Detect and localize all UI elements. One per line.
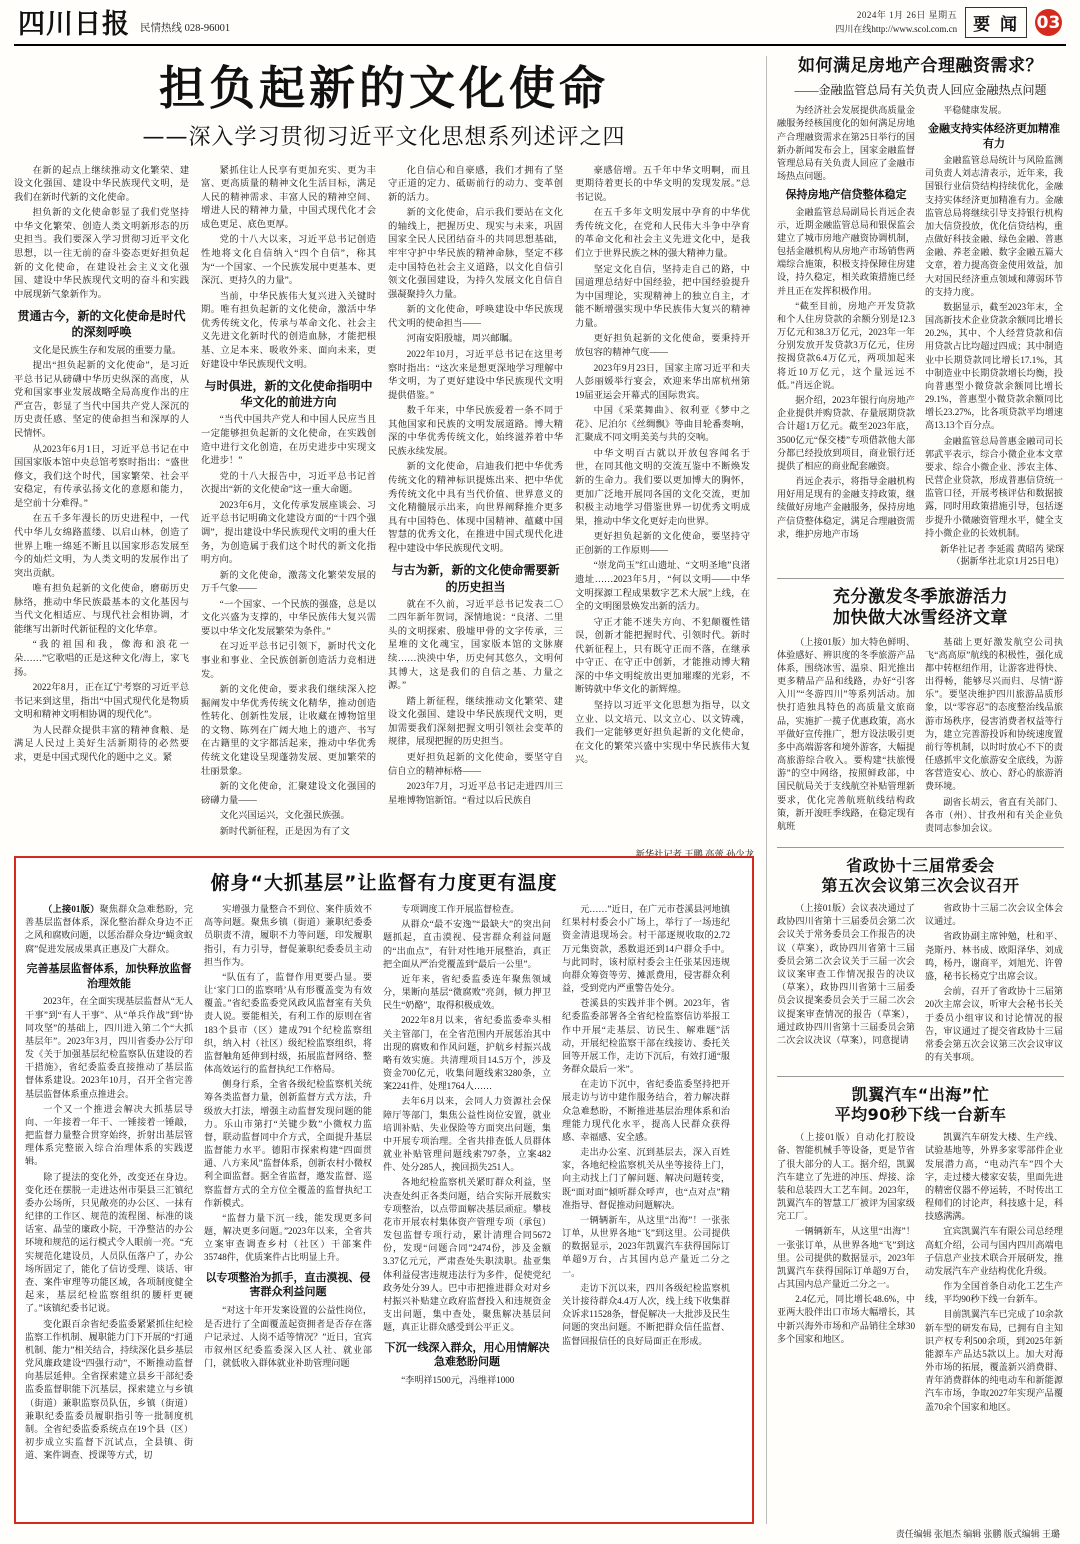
paragraph: 据介绍，2023年银行向房地产企业提供并购贷款、存量展期贷款合计超1万亿元。截至2023年底，3500亿元“保交楼”专项借款他大部分都已经投放到项目，商业银行还提供了相应的商业配套融资。 xyxy=(777,394,915,471)
paragraph: 党的十八大以来，习近平总书记创造性地将文化自信纳入“四个自信”，称其为“一个国家、一个民族发展中更基本、更深沉、更持久的力量”。 xyxy=(201,235,376,287)
paragraph: 目前凯翼汽车已完成了10余款新车型的研发布局，已拥有自主知识产权专利500余项，到2025年新能源车产品达5款以上。加大对海外市场的拓展，覆盖新兴消费群、青年消费群体的纯电动车和新能源汽车市场，争取2027年实现产品覆盖70余个国家和地区。 xyxy=(925,1309,1063,1412)
paragraph: 省政协十三届二次会议全体会议通过。 xyxy=(925,903,1063,927)
paragraph: 化自信心和自豪感，我们才拥有了坚守正道的定力、砥砺前行的动力、变革创新的活力。 xyxy=(388,165,563,203)
article-cppcc xyxy=(777,856,1064,1066)
masthead xyxy=(14,0,1066,46)
article-column xyxy=(777,1131,915,1416)
section-heading: 保持房地产信贷整体稳定 xyxy=(785,188,907,202)
paragraph: （上接01版）自动化打胶设备、智能机械手等设备，更是节省了很大部分的人工。据介绍，凯翼汽车建立了先进的冲压、焊接、涂装和总装四大工艺车间。2023年，凯翼汽车的智慧工厂被评为国家级完工厂。 xyxy=(777,1132,915,1222)
article-column xyxy=(925,1131,1063,1416)
main-article-columns xyxy=(14,165,754,842)
paragraph: 新的文化使命，启示我们要站在文化的轴线上，把握历史、现实与未来，巩固国家全民人民团结奋斗的共同思想基础，牢牢守护中华民族的精神命脉，坚定不移走中国特色社会主义道路，以文化自信引领文化强国建设，为持久发展文化自信自强凝聚持久力量。 xyxy=(388,208,563,300)
paragraph: 从2023年6月1日，习近平总书记在中国国家版本馆中央总馆考察时指出：“盛世修文，我们这个时代，国家繁荣、社会平安稳定，有传承弘扬文化的意愿和能力，是空前十分难得。” xyxy=(14,444,189,509)
paragraph: （上接01版）聚焦群众急难愁盼，完善基层监督体系，深化整治群众身边不正之风和腐败问题，以惩治群众身边“蝇贪蚁腐”促进发展成果真正惠及广大群众。 xyxy=(25,904,193,954)
paragraph: 近年来，省纪委监委连年聚焦领域分，果断向基层“微腐败”亮剑，倾力押卫民生“奶酪”，取得积极成效。 xyxy=(383,973,551,1011)
paragraph: 新的文化使命，激荡文化繁荣发展的万千气象—— xyxy=(201,570,376,595)
paragraph: 宜宾凯翼汽车有限公司总经理高虹介绍，公司与国内四川高端电子信息产业技术联合开展研发，推动发展汽车产业结构优化升级。 xyxy=(925,1226,1063,1276)
paragraph: 金融监管总局统计与风险监测司负责人刘志清表示，近年来，我国银行业信贷结构持续优化，金融支持实体经济更加精准有力。金融监管总局将继续引导支持银行机构加大信贷投放，优化信贷结构，重点做好科技金融、绿色金融、普惠金融、养老金融、数字金融五篇大文章，着力提高资金使用效益，加大对国民经济重点领域和薄弱环节的支持力度。 xyxy=(925,155,1063,297)
paragraph: 坚定文化自信，坚持走自己的路，中国道理总结好中国经验，把中国经验提升为中国理论，实现精神上的独立自主，才能不断增强实现中华民族伟大复兴的精神力量。 xyxy=(575,264,750,329)
page-title: 担负起新的文化使命 xyxy=(159,61,609,115)
article-realestate-source: （据新华社北京1月25日电） xyxy=(951,556,1064,567)
paragraph: 2023年7月，习近平总书记走进四川三星堆博物馆新馆。“看过以后民族自 xyxy=(388,782,563,806)
paragraph: 更好担负起新的文化使命，要秉持开放包容的精神气度—— xyxy=(575,334,750,358)
paragraph: 一个又一个推进会解决大抓基层导向、一年接着一年干、一锤接着一锤敲，把监督力量整合贯穿始终，折射出基层管理体系完整嵌入综合治理体系的实践逻辑。 xyxy=(25,1103,193,1167)
paragraph: 元……”近日，在广元市苍溪县河地镇红果村村委会小广场上，举行了一场违纪资金清退现场会。村干部逐规收取的2.72万元集资款，悉数退还到14户群众手中。与此同时，该村原村委会主任张某因违规向群众筹资等劳、摊派费用，侵害群众利益，受到党内严重警告处分。 xyxy=(562,904,730,994)
paragraph: 新时代新征程，正是因为有了文 xyxy=(219,826,350,837)
paragraph: 更好担负起新的文化使命，要坚持守正创新的工作原则—— xyxy=(575,532,750,556)
paragraph: 河南安阳殷墟，周兴邮瞩。 xyxy=(406,334,519,345)
date-block xyxy=(835,9,957,35)
section-heading: 与时俱进，新的文化使命指明中华文化的前进方向 xyxy=(204,379,373,410)
paragraph: 2.4亿元，同比增长48.6%，中亚两大股伴出口市场大幅增长，其中新兴海外市场和产品销往全球30多个国家和地区。 xyxy=(777,1294,915,1344)
paragraph: 副省长胡云，省直有关部门、各市（州）、甘孜州和有关企业负责同志参加会议。 xyxy=(925,796,1063,833)
paragraph: （上接01版）加大特色鲜明、体验感好、辨识度的冬季旅游产品体系，围绕冰雪、温泉、阳光推出更多精品产品和线路，办好“引客入川”“冬游四川”等系列活动。加快打造独具特色的高质量文旅商品，实施扩一揽子优惠政策，高水平做好宣传推广，想方设法吸引更多中高端游客和境外游客，大幅提高旅游综合收入。要构建“扶旅慢游”的空中网络，按照鲜政部，中国民航局关于支线航空补贴管理新要求，优化完善航班航线结构政策，新开浚旺季线路，在稳定现有航班 xyxy=(777,636,915,831)
article-column xyxy=(925,902,1063,1066)
paragraph: （上接01版）会议表决通过了政协四川省第十三届委员会第二次会议关于常务委员会工作报告的决议（草案），政协四川省第十三届委员会第二次会议关于三届一次会议议案审查工作情况报告的决议（草案），政协四川省第十三届委员会议提案委员会关于三届二次会议提案审查情况的报告（草案），通过政协四川省第十三届委员会第二次会议决议（草案），同意提请 xyxy=(777,903,915,1045)
paragraph: 金融监管总局副局长肖远企表示，近期金融监管总局和银保监会建立了城市房地产融资协调机制，包括金融机构从房地产市场销售两端综合施策，积极支持保障住房建设，持久稳定，相关政策措施已经并且正在发挥积极作用。 xyxy=(777,206,915,296)
paragraph: 豪感倍增。五千年中华文明啊，而且更期待着更长的中华文明的发现发展。”总书记说。 xyxy=(575,165,750,203)
article-winter-tourism-columns xyxy=(777,636,1064,838)
section-heading: 与古为新，新的文化使命需要新的历史担当 xyxy=(391,563,560,594)
paragraph: 新的文化使命，汇聚建设文化强国的磅礴力量—— xyxy=(201,782,376,806)
article-column xyxy=(925,104,1063,543)
article-realestate-columns xyxy=(777,104,1064,543)
main-headline-block xyxy=(14,56,754,155)
hotline-text: 民情热线 028-96001 xyxy=(140,23,231,34)
section-heading: 完善基层监督体系，加快释放监督治理效能 xyxy=(26,961,192,990)
article-column xyxy=(204,903,372,1464)
page-number-badge: 03 xyxy=(1035,9,1062,36)
divider xyxy=(777,847,1064,848)
paragraph: 踏上新征程，继续推动文化繁荣、建设文化强国、建设中华民族现代文明，更加需要我们深刻把握文明引领社会变革的规律，展现把握的历史担当。 xyxy=(388,696,563,748)
article-column xyxy=(925,636,1063,838)
paragraph: 党的十八大报告中，习近平总书记首次提出“新的文化使命”这一重大命题。 xyxy=(201,471,376,496)
divider xyxy=(777,1076,1064,1077)
paragraph: 各地纪检监察机关紧盯群众利益，坚决查处纠正各类问题，结合实际开展数实专项整治，以点带面解决基层顽症。攀枝花市开展农村集体资产管理专项（承包）发包监督专项行动，累计清理合同5672份，发现“问题合同”2474份，涉及金额3.37亿元元，严肃查处失职渎职。盐亚集体利益侵害违规违法行为多件，促使党纪政务处分39人。巴中市把推进群众对对乡村振兴补贴建立政府监督投入和违规资金支出问题，集中查处，聚焦解决基层问题，真正让群众感受到公平正义。 xyxy=(383,1177,551,1333)
paragraph: 基础上更好激发航空公司执飞“高高原”航线的积极性，强化成都中转枢纽作用，让游客进得快、出得畅，能够尽兴而归、尽情“游乐”。要坚决维护四川旅游品质形象，以“零容忍”的态度整治线品旅游市场秩序，侵害消费者权益等行为，建立完善游投诉和协统速度置前行等机制，以时时放心不下的责任感抓牢文化旅游安全底线，为游客营造安心、放心、舒心的旅游消费环境。 xyxy=(925,636,1063,792)
paragraph: 走出办公室、沉到基层去，深入百姓家，各地纪检监察机关从坐等接待上门，向主动找上门了解问题、解决问题转变，既“面对面”倾听群众呼声，也“点对点”精准指导、督促推动问题解决。 xyxy=(562,1147,730,1210)
article-cppcc-columns xyxy=(777,902,1064,1066)
paragraph: 2023年，在全面实现基层监督从“无人干事”到“有人干事”、从“单兵作战”到“协同攻坚”的基础上，四川进入第二个“大抓基层年”。2023年3月，四川省委办公厅印发《关于加强基层纪检监察队伍建设的若干措施》，省纪委监委直接推动了基层监督体系建设。2023年10月，召开全省完善基层监督体系重点推进会。 xyxy=(25,996,193,1099)
paragraph: 侧身行系，全省各级纪检监察机关统筹各类监督力量，创新监督方式方法，升级放大打法，增强主动监督发现问题的能力。乐山市第打“关键少数”小微权力监督，联动监督同中介方式，全面提升基层监督能力水平。德阳市探索构建“四面贯通、八方来风”监督体系，创新农村小微权利全面监督。据全省监督，邀发监督、巡察监督方式的全方位全覆盖的监督执纪工作新模式。 xyxy=(204,1079,372,1208)
paragraph: 省政协副主席钟勉，杜和平、尧斯丹、林书成、欧阳泽华、刘成鸣，杨丹，谢商平，刘旭光、许曾盛，秘书长杨克宁出席会议。 xyxy=(925,931,1063,981)
paragraph: 2022年10月，习近平总书记在这里考察时指出：“这次来是想更深地学习理解中华文明，为了更好建设中华民族现代文明提供借鉴。” xyxy=(388,349,563,401)
paragraph: “当代中国共产党人和中国人民应当且一定能够担负起新的文化使命，在实践创造中进行文化创造，在历史进步中实现文化进步！” xyxy=(201,415,376,467)
page-subtitle: ——深入学习贯彻习近平文化思想系列述评之四 xyxy=(142,124,626,150)
masthead-left xyxy=(18,11,230,38)
paragraph: 在习近平总书记引领下，新时代文化事业和事业、全民族创新创造活力竞相迸发。 xyxy=(201,642,376,680)
article-winter-tourism xyxy=(777,587,1064,837)
article-kaiyi-title-2: 平均90秒下线一台新车 xyxy=(834,1105,1007,1125)
article-column xyxy=(383,903,551,1464)
paragraph: 守正才能不迷失方向、不犯颠覆性错误，创新才能把握时代、引领时代。新时代新征程上，只有既守正而不落，在继承中守正、在守正中创新，才能推动博大精深的中华文明绽放出更加璀璨的光彩，不断铸就中华文化的新辉煌。 xyxy=(575,617,750,696)
paragraph: 一辆辆新车，从这里“出海”！一张张订单，从世界各地“飞”到这里。公司提供的数据显示，2023年凯翼汽车获得国际订单超9万台，占其国内总产量近二分之一。 xyxy=(777,1226,915,1290)
paragraph: 紧抓住让人民享有更加充实、更为丰富、更高质量的精神文化生活目标，满足人民的精神需求、丰富人民的精神空间、增进人民的精神力量，中国式现代化才会成色更足、底色更厚。 xyxy=(201,165,376,230)
website-url: 四川在线http://www.scol.com.cn xyxy=(835,23,958,34)
paragraph: 当前，中华民族伟大复兴进入关键时期。唯有担负起新的文化使命，激活中华优秀传统文化，传承与革命文化、社会主义先进文化新时代的创造血脉，才能把根基、立足本来、吸收外来、面向未来，更好建设中华民族现代文明。 xyxy=(201,291,376,370)
paragraph: “对这十年开发案设置的公益性岗位，是否进行了全面覆盖起资拥者是否存在落户记录过、人岗不适等情况？”近日，宜宾市叙州区纪委监委深入区人社、就业部门，就低收入群体就业补助管理问题 xyxy=(204,1305,372,1369)
divider xyxy=(777,578,1064,579)
paragraph: “我的祖国和我，像海和浪花一朵……”它歌唱的正是这种文化/海上，家飞扬。 xyxy=(14,640,189,678)
paragraph: 新的文化使命，启迪我们把中华优秀传统文化的精神标识提炼出来、把中华优秀传统文化中具有当代价值、世界意义的文化精髓展示出来，向世界阐释推介更多具有中国特色、体现中国精神、蕴藏中国智慧的优秀文化，在推进中国式现代化进程中建设中华民族现代文明。 xyxy=(388,462,563,554)
article-column xyxy=(388,165,563,842)
paragraph: “一个国家、一个民族的强盛，总是以文化兴盛为支撑的，中华民族伟大复兴需要以中华文化发展繁荣为条件。” xyxy=(201,599,376,637)
paragraph: 在新的起点上继续推动文化繁荣、建设文化强国、建设中华民族现代文明，是我们在新时代新的文化使命。 xyxy=(14,165,189,203)
boxed-article xyxy=(14,856,754,1524)
paragraph: 除了提法的变化外，改变还在身边。变化还在摆脱一走进达州市渠县三汇镇纪委办公场所，只见敞亮的办公区、一抹有纪律的工作区、规范的流程图、标准的谈话室、晶莹的廉政小院，干净整洁的办公环境和规范的运行模式令人眼前一亮。“充实规范化建设员，人员队伍落户了，办公场所固定了，能化了信访受理、谈话、审查、案件审理等功能区域，各项制度健全起来，基层纪检监察组织的腰杆更硬了。”该镇纪委书记说。 xyxy=(25,1171,193,1314)
article-winter-tourism-title-2: 加快做大冰雪经济文章 xyxy=(833,608,1008,629)
paragraph: 2022年8月以来，省纪委监委牵头相关主管部门，在全省范围内开展惩治其中出现的腐败和作风问题，护航乡村振兴战略有效实施。共清理项目14.5万个，涉及资金700亿元，收集问题线索3280条，立案2241件、处理1764人…… xyxy=(383,1015,551,1092)
article-realestate xyxy=(777,56,1064,568)
paragraph: 走访下沉以来，四川各级纪检监察机关计接待群众4.4万人次，线上线下收集群众诉求11528条，督促解决一大批涉及民生问题的突出问题。不断把群众信任监督、监督回报信任的良好局面正在形成。 xyxy=(562,1282,730,1346)
paragraph: 在五千多年漫长的历史进程中，一代代中华儿女绵路蓝缕、以启山林，创造了世界上唯一绵延不断且以国家形态发展至今的灿烂文明，为人类文明的发展作出了突出贡献。 xyxy=(14,514,189,579)
paragraph: 平稳健康发展。 xyxy=(943,105,1007,116)
paragraph: 为人民群众提供丰富的精神食粮、是满足人民过上美好生活新期待的必然要求，更是中国式现代化的题中之义。紧 xyxy=(14,725,189,763)
section-seal: 要 闻 xyxy=(965,7,1027,38)
paragraph: 提出“担负起新的文化使命”，是习近平总书记从磅礴中华历史纵深的高度，从党和国家事业发展战略全局高度作出的庄严宣告，彰显了当代中国共产党人深沉的历史责任感、坚定的使命担当和深厚的人民情怀。 xyxy=(14,361,189,440)
paragraph: 更好担负起新的文化使命，要坚守自信自立的精神标格—— xyxy=(388,752,563,777)
section-heading: 以专项整治为抓手，直击漠视、侵害群众利益问题 xyxy=(205,1270,371,1299)
right-zone xyxy=(766,56,1064,1524)
paragraph: 专项调度工作开展监督检查。 xyxy=(401,904,520,914)
paragraph: 实增强力量整合不到位、案件质效不高等问题。聚焦乡镇（街道）兼职纪委委员职责不清，履职不力等问题，印发履职指引，有力引导，督促兼职纪委委员主动担当作为。 xyxy=(204,904,372,967)
paragraph: 中国《采菜舞曲》、叙利亚《梦中之花》、尼泊尔《丝绸飘》等曲目轮番奏响，汇聚成不同文明美美与共的交响。 xyxy=(575,406,750,444)
boxed-article-title: 俯身“大抓基层”让监督有力度更有温度 xyxy=(210,872,558,894)
masthead-right xyxy=(835,7,1062,38)
article-kaiyi-columns xyxy=(777,1131,1064,1416)
paragraph: “李明祥1500元，冯维祥1000 xyxy=(401,1375,515,1386)
newspaper-logo: 四川日报 xyxy=(18,9,130,40)
paragraph: “截至目前，房地产开发贷款和个人住房贷款的余额分别是12.3万亿元和38.3万亿元，2023年一年分别发放开发贷款3万亿元，住房按揭贷款6.4万亿元，两项加起来将近10万亿元，这个量远远不低。”肖远企说。 xyxy=(777,300,915,390)
article-winter-tourism-title-1: 充分激发冬季旅游活力 xyxy=(833,587,1008,608)
article-realestate-subtitle: ——金融监管总局有关负责人回应金融热点问题 xyxy=(794,83,1047,98)
paragraph: 在走访下沉中，省纪委监委坚持把开展走访与访中建作服务结合，着力解决群众急难愁盼，不断推进基层治理体系和治理能力现代化水平，提高人民群众获得感、幸福感、安全感。 xyxy=(562,1079,730,1142)
section-heading: 下沉一线深入群众，用心用情解决急难愁盼问题 xyxy=(384,1340,550,1369)
article-kaiyi xyxy=(777,1085,1064,1416)
paragraph: 2022年8月，正在辽宁考察的习近平总书记来到这里，指出“中国式现代化是物质文明和精神文明相协调的现代化”。 xyxy=(14,683,189,721)
paragraph: 2023年6月，文化传承发展座谈会、习近平总书记明确文化建设方面的“十四个强调”，提出建设中华民族现代文明的重大任务，为创造属于我们这个时代的新文化指明方向。 xyxy=(201,500,376,566)
boxed-article-columns xyxy=(25,903,743,1464)
paragraph: “监督力量下沉一线，能发现更多问题，解决更多问题。”2023年以来，全省共立案审查调查乡村（社区）干部案件35748件，优质案件占比明显上升。 xyxy=(204,1212,372,1263)
paragraph: 苍溪县的实践并非个例。2023年，省纪委监委部署各全省纪检监察信访举报工作中开展“走基层、访民生、解难题”活动，开展纪检监察干部在线接访、委托关回等开展工作，走访下沉后，有效打通“服务群众最后一米”。 xyxy=(562,998,730,1075)
paragraph: 凯翼汽车研发大楼、生产线、试验基地等，外界多家零部件企业发展潜力高，“电动汽车”四个大字，走过楼大楼家安装，里面先进的精密仪器不停运转，不时传出工程师们的讨论声，科技感十足，科技感满满。 xyxy=(925,1132,1063,1222)
paragraph: 变化跟百余省纪委监委紧紧抓住纪检监察工作机制、履职能力门下开展的“打通机制、能力”相关结合，持续深化县乡基层党风廉政建设“四强行动”，不断推动监督向基层延伸。全省探索建立县乡干部纪委监委监督职能下沉基层，探索建立与乡镇（街道）兼职监察员队伍，乡镇（街道）兼职纪委监委员履职指引等一批制度机制。全省纪委监委系统点在19个县（区）初步成立实监督下沉试点，全县镇、街道、案件调查、授课等方式，切 xyxy=(25,1318,193,1461)
article-realestate-title: 如何满足房地产合理融资需求？ xyxy=(798,56,1043,76)
continuation-tag: （上接01版） xyxy=(43,904,100,914)
paragraph: 会前，召开了省政协十三届第20次主席会议，听审大会秘书长关于委员小组审议和讨论情况的报告，审议通过了提交省政协十三届常委会第五次会议第三次会议审议的有关事项。 xyxy=(925,986,1063,1063)
publication-date: 2024年 1月 26日 星期五 xyxy=(856,10,958,21)
paragraph: 在五千多年文明发展中孕育的中华优秀传统文化，在党和人民伟大斗争中孕育的革命文化和社会主义先进文化中，是我们立于世界民族之林的强大精神力量。 xyxy=(575,208,750,260)
section-heading: 金融支持实体经济更加精准有力 xyxy=(928,122,1060,150)
paragraph: 数据显示，截至2023年末，全国高新技术企业贷款余额同比增长20.2%，其中、个人经营贷款和信用贷款占比均超过四成；其中制造业中长期贷款同比增长17.1%，其中制造业中长期贷款增长均衡，投向普惠型小微贷款余额同比增长29.1%，普惠型小微贷款余额同比增长23.27%，比各项贷款平均增速高13.13个百分点。 xyxy=(925,301,1063,431)
paragraph: 中华文明百古就以开放包容闻名于世，在同其他文明的交流互鉴中不断焕发新的生命力。我们要以更加博大的胸怀，更加广泛地开展同各国的文化交流，更加积极主动地学习借鉴世界一切优秀文明成果，推动中华文化更好走向世界。 xyxy=(575,448,750,527)
paragraph: 坚持以习近平文化思想为指导，以文立业、以文培元、以文立心、以文铸魂，我们一定能够更好担负起新的文化使命，在文化的繁荣兴盛中实现中华民族伟大复兴。 xyxy=(575,701,750,766)
paragraph: 担负新的文化使命彰显了我们党坚持中华文化繁荣、创造人类文明新形态的历史担当。我们要深入学习贯彻习近平文化思想，以一往无前的奋斗姿态更好担负起新的文化使命，在建设社会主义文化强国、建设中华民族现代文明的奋斗和实践中展现新气象新作为。 xyxy=(14,208,189,300)
paragraph: 一辆辆新车，从这里“出海”！一张张订单，从世界各地“飞”到这里。公司提供的数据显示，2023年凯翼汽车获得国际订单超9万台，占其国内总产量近二分之一。 xyxy=(562,1214,730,1278)
paragraph: 从群众“最不安逸”“最缺大”的突出问题抓起，直击漠视、侵害群众利益问题的“出血点”，有针对性地开展整治，真正把全面从严治党覆盖到“最后一公里”。 xyxy=(383,919,551,969)
left-zone xyxy=(14,56,754,1524)
article-kaiyi-title-1: 凯翼汽车“出海”忙 xyxy=(851,1085,990,1105)
paragraph: 文化是民族生存和发展的重要力量。 xyxy=(32,345,182,356)
article-column xyxy=(777,636,915,838)
page-content xyxy=(14,46,1066,1524)
article-column xyxy=(25,903,193,1464)
page-footer: 责任编辑 张旭杰 编辑 张鹏 版式编辑 王璐 xyxy=(895,1529,1060,1539)
article-column xyxy=(201,165,376,842)
paragraph: 作为全国首条自动化工艺生产线，平均90秒下线一台新车。 xyxy=(925,1281,1063,1305)
section-heading: 贯通古今，新的文化使命是时代的深刻呼唤 xyxy=(17,309,186,340)
paragraph: 文化兴国运兴，文化强民族强。 xyxy=(219,811,350,822)
article-cppcc-title-1: 省政协十三届常委会 xyxy=(846,856,995,876)
article-column xyxy=(575,165,750,842)
paragraph: 唯有担负起新的文化使命，磨砺历史脉络，推动中华民族最基本的文化基因与当代文化相适应、与现代社会相协调，才能继写出新时代新征程的文化华章。 xyxy=(14,584,189,635)
paragraph: 金融监管总局普惠金融司司长郭武平表示，综合小微企业本文章要求、综合小微企业、涉农主体、民营企业贷款，形成普惠信贷统一监管口径，开展考核评估和数据披露，同时用政策措施引导，包括逐步提升小微融资管理水平，健全支持小微企业的长效机制。 xyxy=(925,435,1063,538)
paragraph: 数千年来，中华民族爱着一条不同于其他国家和民族的文明发展道路。博大精深的中华优秀传统文化，始终滋养着中华民族永续发展。 xyxy=(388,406,563,457)
paragraph: “崇龙尚玉”红山遗址、“文明圣地”良渚遗址……2023年5月，“何以文明——中华文明探源工程成果数字艺术大展”上线，在全的文明图景焕发出新的活力。 xyxy=(575,561,750,613)
paragraph: 2023年9月23日，国家主席习近平和夫人彭丽媛举行宴会，欢迎来华出席杭州第19届亚运会开幕式的国际贵宾。 xyxy=(575,363,750,401)
paragraph: 为经济社会发展提供高质量金融服务经核国度化的如何满足房地产合理融资需求在第25日举行的国新办新闻发布会上，国家金融监督管理总局有关负责人回应了金融市场热点问题。 xyxy=(777,105,915,182)
article-column xyxy=(777,104,915,543)
article-column xyxy=(777,902,915,1066)
paragraph: 就在不久前，习近平总书记发表二〇二四年新年贺词，深情地说：“良渚、二里头的文明探索、殷墟甲骨的文字传承，三星堆的文化魂宝，国家版本馆的文脉赓续……泱泱中华，历史何其悠久，文明何其博大，这是我们的自信之基、力量之源。” xyxy=(388,599,563,692)
article-column xyxy=(562,903,730,1464)
article-realestate-byline: 新华社记者 李延霞 黄昭芮 梁琛 xyxy=(940,543,1064,554)
paragraph: 去年6月以来，会同人力资源社会保障厅等部门，集焦公益性岗位安置，就业培训补贴、失业保险等方面突出问题，集中开展专项治理。全省共排查低人员群体就业补贴管理问题线索797条，立案482件、处分285人，挽回损失251人。 xyxy=(383,1096,551,1173)
article-cppcc-title-2: 第五次会议第三次会议召开 xyxy=(821,876,1020,896)
paragraph: 肖远企表示，将指导金融机构用好用足现有的金融支持政策，继续做好房地产金融服务，保持房地产信贷整体稳定，满足合理融资需求，维护房地产市场 xyxy=(777,476,915,539)
paragraph: 新的文化使命，呼唤建设中华民族现代文明的使命担当—— xyxy=(388,305,563,329)
article-column xyxy=(14,165,189,842)
paragraph: 新的文化使命，要求我们继续深入挖掘阐发中华优秀传统文化精华，推动创造性转化、创新性发展，让收藏在博物馆里的文物、陈列在广阔大地上的遗产、书写在古籍里的文字都活起来，推动中华优秀传统文化建设呈现蓬勃发展、更加繁荣的壮丽景象。 xyxy=(201,685,376,777)
paragraph: “队伍有了，监督作用更要凸显。要让‘家门口的监察哨’从有形覆盖变为有效覆盖。”省纪委监委党风政风监督室有关负责人说。要能相关，有利工作的原则在省183个县市（区）建成791个纪检监察组织，纳入村（社区）级纪检监察组织，将监督触角延伸到村级，拓展监督网络、整体高效运行的监督执纪工作格局。 xyxy=(204,971,372,1075)
